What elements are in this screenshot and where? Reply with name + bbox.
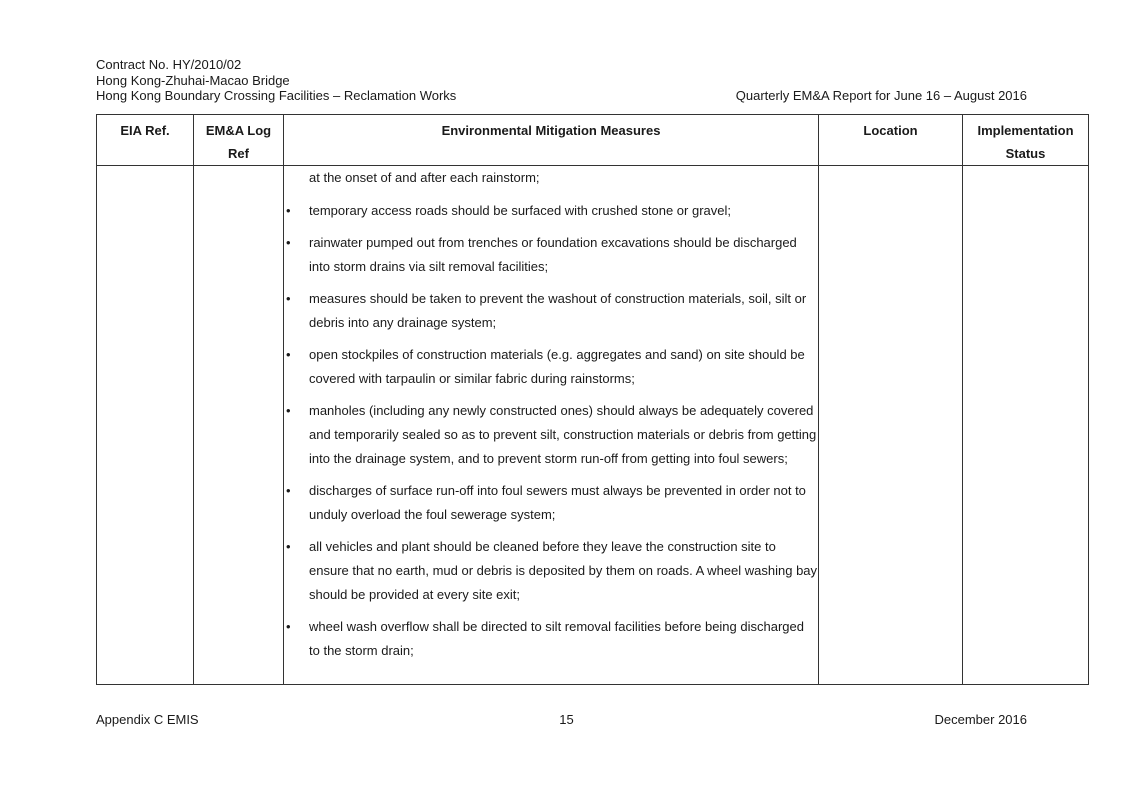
list-item (284, 231, 818, 279)
list-item (284, 535, 818, 607)
column-header-implementation-status: Implementation Status (963, 115, 1089, 166)
column-header-eia-ref: EIA Ref. (97, 115, 194, 166)
list-item-text: all vehicles and plant should be cleaned before they leave the construction site to ensure that no earth, mud or debris is deposited by them on roads. A wheel washing bay should be provided at every site exit; (309, 539, 818, 602)
column-header-location: Location (819, 115, 963, 166)
report-title: Quarterly EM&A Report for June 16 – August 2016 (735, 88, 1027, 103)
cell-eia-ref (97, 166, 194, 685)
column-header-ema-log-ref: EM&A Log Ref (194, 115, 284, 166)
bullet-icon: • (286, 235, 291, 250)
cell-ema-log-ref (194, 166, 284, 685)
bullet-icon: • (286, 291, 291, 306)
list-item (284, 479, 818, 527)
list-item (284, 343, 818, 391)
works-title: Hong Kong Boundary Crossing Facilities – Reclamation Works (96, 88, 457, 103)
list-item-text: open stockpiles of construction materials (e.g. aggregates and sand) on site should be covered with tarpaulin or similar fabric during rainstorms; (309, 347, 805, 386)
page-number: 15 (559, 712, 574, 727)
footer-appendix: Appendix C EMIS (96, 712, 199, 727)
bullet-icon: • (286, 347, 291, 362)
bullet-icon: • (286, 619, 291, 634)
bullet-icon: • (286, 403, 291, 418)
list-item-text: manholes (including any newly constructed ones) should always be adequately covered and temporarily sealed so as to prevent silt, construction materials or debris from getting into the drainage system, and to prevent storm run-off from getting into foul sewers; (309, 403, 817, 466)
list-item-text: rainwater pumped out from trenches or foundation excavations should be discharged into storm drains via silt removal facilities; (309, 235, 797, 274)
footer-date: December 2016 (934, 712, 1027, 727)
cell-mitigation-measures (284, 166, 819, 685)
document-header (96, 57, 456, 104)
table-header-row (97, 115, 1089, 166)
list-item (284, 199, 818, 223)
cell-location (819, 166, 963, 685)
list-item-text: discharges of surface run-off into foul sewers must always be prevented in order not to unduly overload the foul sewerage system; (309, 483, 806, 522)
list-item-text: temporary access roads should be surfaced with crushed stone or gravel; (309, 203, 731, 218)
cell-implementation-status (963, 166, 1089, 685)
list-item-text: wheel wash overflow shall be directed to silt removal facilities before being discharged to the storm drain; (309, 619, 804, 658)
list-item (284, 615, 818, 663)
table-row (97, 166, 1089, 685)
list-item (284, 287, 818, 335)
list-item (284, 399, 818, 471)
list-item-text: measures should be taken to prevent the washout of construction materials, soil, silt or debris into any drainage system; (309, 291, 807, 330)
bullet-icon: • (286, 483, 291, 498)
bullet-icon: • (286, 539, 291, 554)
bullet-icon: • (286, 203, 291, 218)
column-header-mitigation-measures: Environmental Mitigation Measures (284, 115, 819, 166)
contract-number: Contract No. HY/2010/02 (96, 57, 242, 72)
project-name: Hong Kong-Zhuhai-Macao Bridge (96, 72, 290, 88)
continuation-text: at the onset of and after each rainstorm; (309, 170, 540, 185)
emis-table (96, 114, 1089, 685)
